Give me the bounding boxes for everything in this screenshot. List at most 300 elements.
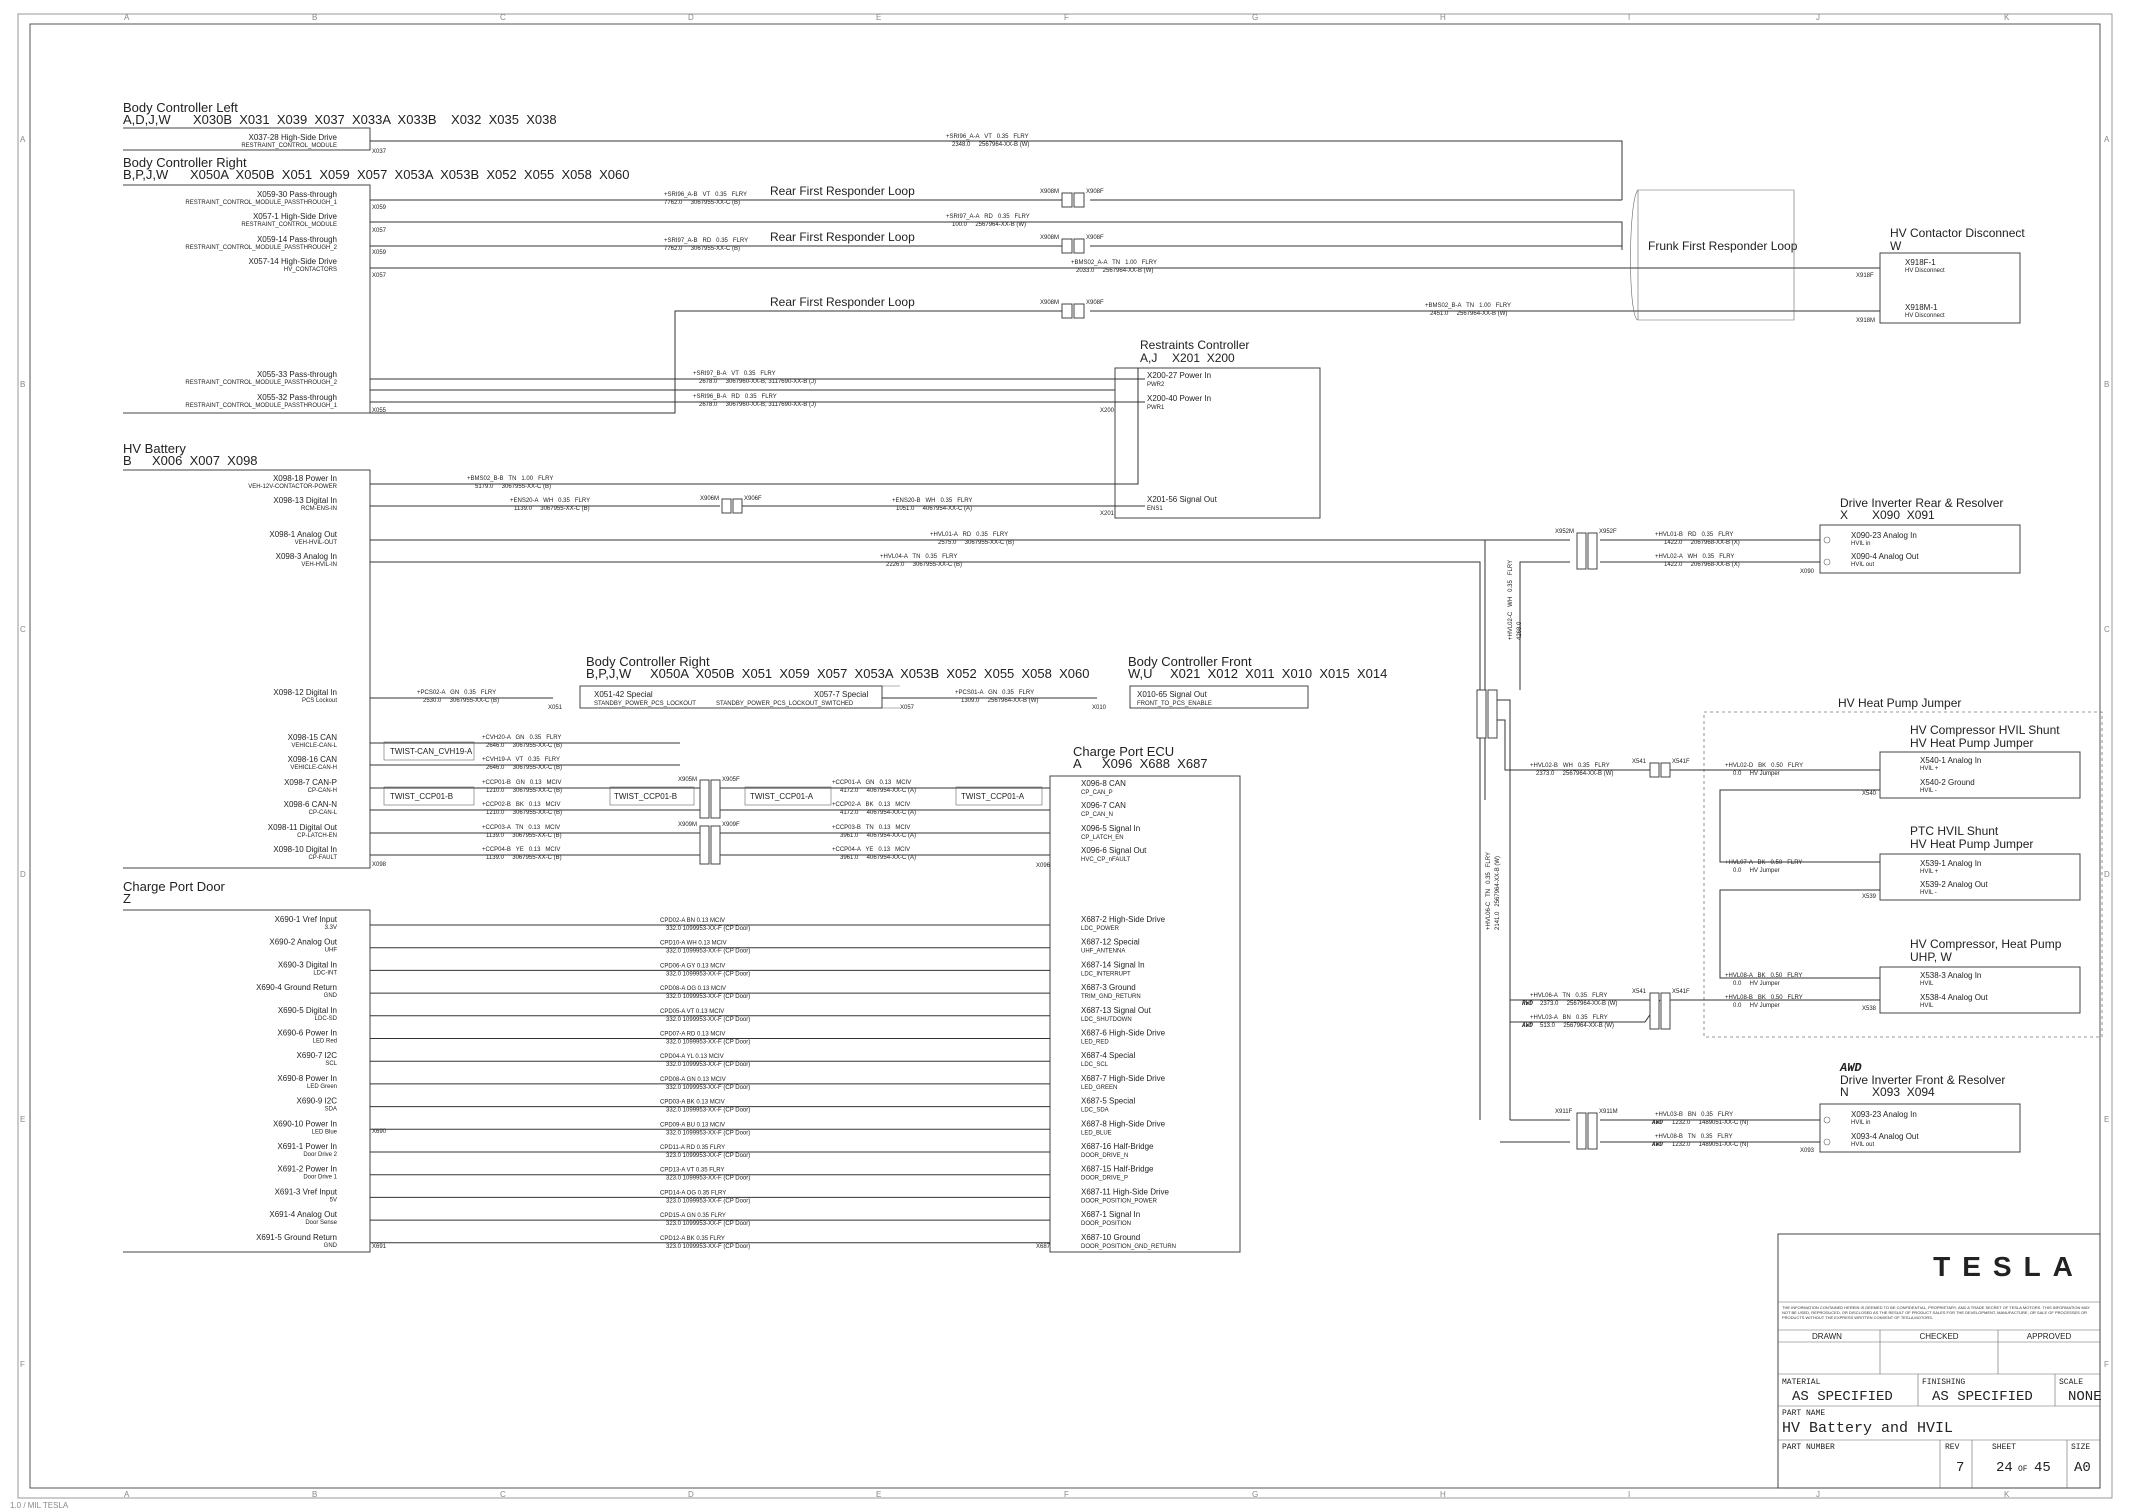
sheet-total: 45 (2034, 1460, 2051, 1476)
hv-contactor-conn: X918F (1856, 273, 1874, 279)
bcr-pin-name: X059-30 Pass-through (256, 190, 337, 199)
connector-label: X909M (678, 822, 698, 828)
connector-male (700, 780, 709, 818)
grid-row-label: C (20, 625, 26, 634)
wire-label: 0.0 HV Jumper (1733, 771, 1780, 777)
bcr-conn-label: X057 (372, 273, 387, 279)
hvb-pin-signal: PCS Lockout (301, 698, 337, 704)
cpe-signal: LDC_POWER (1081, 926, 1120, 932)
dif-title: Drive Inverter Front & Resolver (1840, 1073, 2006, 1087)
wire-label: 2348.0 2567964-XX-B (W) (952, 142, 1030, 148)
grid-col-label: B (312, 1490, 318, 1499)
bcr2-title: Body Controller Right (586, 654, 710, 669)
grid-col-label: D (688, 13, 694, 22)
twist-label: TWIST_CCP01-A (750, 792, 814, 801)
cpd-pin-signal: Door Drive 2 (303, 1152, 337, 1158)
wire-label: 323.0 1099953-XX-F (CP Door) (666, 1198, 751, 1205)
footer-label: 1.0 / MIL TESLA (10, 1501, 69, 1510)
cpd-variants: Z (123, 891, 131, 906)
grid-row-label: E (20, 1115, 26, 1124)
grid-col-label: F (1064, 13, 1069, 22)
connector-label: X909F (722, 822, 740, 828)
wire-label: 323.0 1099953-XX-F (CP Door) (666, 1175, 751, 1182)
hvb-pin-signal: RCM-ENS-IN (301, 506, 337, 512)
wire-label: +HVL01-A RD 0.35 FLRY (930, 532, 1009, 538)
cpd-pin-signal: 5V (329, 1197, 337, 1204)
size-value: A0 (2074, 1460, 2091, 1476)
connector-label: X952M (1555, 529, 1575, 535)
connector-label: X908M (1040, 300, 1060, 306)
size-label: SIZE (2071, 1443, 2091, 1452)
connector-female (1074, 193, 1084, 207)
hvb-pin-name: X098-7 CAN-P (284, 778, 337, 787)
hvb-pin-signal: VEH-HVIL-OUT (294, 540, 337, 546)
wire-label: +HVL08-A BK 0.50 FLRY (1725, 973, 1803, 979)
wire-label: 3961.0 4067954-XX-C (A) (840, 833, 917, 839)
wire-label: 1422.0 2067968-XX-B (X) (1664, 562, 1740, 568)
restraints-signal: PWR2 (1147, 382, 1165, 388)
hvb-variants: B (123, 453, 132, 468)
wire (370, 562, 1480, 1120)
wire-label: +HVL07-A BK 0.50 FLRY (1725, 860, 1803, 866)
cpd-pin-name: X690-1 Vref Input (274, 915, 337, 924)
hp-s1-sub: HV Heat Pump Jumper (1910, 736, 2034, 750)
hvb-conn-label: X098 (372, 862, 387, 868)
grid-col-label: B (312, 13, 318, 22)
cpd-pin-signal: Door Sense (305, 1220, 337, 1227)
cpd-pin-signal: GND (323, 1242, 337, 1249)
hp-s2-signal: HVIL + (1920, 869, 1939, 875)
title-block (1778, 1234, 2102, 1488)
material-label: MATERIAL (1782, 1378, 1821, 1387)
hv-contactor-title: HV Contactor Disconnect (1890, 226, 2025, 240)
hp-s1-signal: HVIL + (1920, 766, 1939, 772)
bcf-sig: FRONT_TO_PCS_ENABLE (1137, 701, 1212, 707)
wire-label: 3961.0 4067954-XX-C (A) (840, 855, 917, 861)
restraints-pin: X200-40 Power In (1147, 394, 1212, 403)
wire-label: 2033.0 2567964-XX-B (W) (1076, 268, 1154, 274)
scale-value: NONE (2068, 1389, 2102, 1405)
hvb-pin-signal: VEH-HVIL-IN (301, 562, 337, 568)
cpe-pin: X687-3 Ground (1081, 983, 1136, 993)
restraints-conn: X200 (1100, 408, 1115, 414)
wire-label: CPD12-A BK 0.35 FLRY (660, 1235, 725, 1242)
cpe-pin: X096-5 Signal In (1081, 824, 1141, 833)
restraints-signal: ENS1 (1147, 506, 1163, 512)
hvb-pin-signal: CP-CAN-H (307, 788, 337, 794)
cpd-pin-signal: UHF (324, 947, 337, 954)
hvb-pin-name: X098-3 Analog In (275, 552, 337, 561)
drawn-label: DRAWN (1812, 1332, 1842, 1341)
connector-female (733, 499, 742, 513)
hp-s2-signal: HVIL - (1920, 890, 1937, 896)
hvb-pin-name: X098-1 Analog Out (269, 530, 337, 539)
cpe-signal: LDC_SHUTDOWN (1081, 1016, 1132, 1023)
bcf-pin: X010-65 Signal Out (1137, 690, 1207, 699)
wire-label: 1232.0 1489051-XX-C (N) (1672, 1142, 1749, 1148)
connector-label: X541F (1672, 759, 1690, 765)
cpd-pin-signal: Door Drive 1 (303, 1174, 337, 1181)
cpe-signal: UHF_ANTENNA (1081, 948, 1126, 955)
wire-label: 0.0 HV Jumper (1733, 981, 1780, 987)
connector-male (1588, 1113, 1597, 1149)
wire-label: +HVL02-D BK 0.50 FLRY (1725, 763, 1804, 769)
bcr2-conn-a: X051 (548, 705, 563, 711)
hp-s3-conn: X538 (1862, 1006, 1877, 1012)
connector-label: X952F (1599, 529, 1617, 535)
hp-group-title: HV Heat Pump Jumper (1838, 696, 1962, 710)
wire-label: +BMS02_A-A TN 1.00 FLRY (1071, 260, 1157, 266)
cpe-variants: A (1073, 756, 1082, 771)
connector-label: X541 (1632, 989, 1647, 995)
grid-col-label: F (1064, 1490, 1069, 1499)
hvb-pin-name: X098-6 CAN-N (283, 800, 337, 809)
dif-box (1820, 1104, 2020, 1152)
cpe-signal: LED_GREEN (1081, 1084, 1118, 1091)
connector-male (1062, 239, 1072, 253)
wire-label: 332.0 1099953-XX-F (CP Door) (666, 1062, 751, 1069)
wire-label: +CCP03-B TN 0.13 MCIV (832, 825, 911, 831)
wire-label: CPD04-A YL 0.13 MCIV (660, 1054, 724, 1061)
wire-label: 0.0 HV Jumper (1733, 868, 1780, 874)
cpd-pin-name: X690-10 Power In (272, 1119, 337, 1129)
wire (1720, 890, 1880, 978)
connector-label: X906F (744, 496, 762, 502)
wire-label: 1422.0 2067968-XX-B (X) (1664, 540, 1740, 546)
grid-row-label: B (2104, 380, 2110, 389)
hvb-pin-name: X098-12 Digital In (273, 688, 337, 697)
grid-col-label: C (500, 1490, 506, 1499)
wire-label: 332.0 1099953-XX-F (CP Door) (666, 948, 751, 955)
hv-contactor-pin: X918M-1 (1905, 303, 1938, 312)
connector-female (1661, 763, 1670, 777)
cpd-pin-name: X690-5 Digital In (277, 1005, 337, 1015)
wire (370, 368, 1138, 484)
tesla-logo: TESLA (1933, 1251, 2085, 1282)
wire-label: 332.0 1099953-XX-F (CP Door) (666, 1107, 751, 1114)
connector-label: X911M (1599, 1109, 1618, 1115)
connector-label: X911F (1555, 1109, 1573, 1115)
wire-label: CPD14-A OG 0.35 FLRY (660, 1190, 727, 1197)
connector-male (722, 499, 731, 513)
hv-contactor-conn: X918M (1856, 318, 1876, 324)
connector-label: X906M (700, 496, 720, 502)
cpe-pin: X687-4 Special (1081, 1051, 1136, 1061)
grid-col-label: K (2004, 1490, 2010, 1499)
grid-row-label: F (2104, 1360, 2109, 1369)
cpd-pin-signal: LDC-INT (313, 970, 337, 977)
cpd-pin-signal: 3.3V (324, 925, 337, 931)
connector-male (700, 826, 709, 864)
restraints-pin: X200-27 Power In (1147, 371, 1212, 380)
wire-label: +CVH19-A VT 0.35 FLRY (482, 757, 560, 763)
grid-col-label: A (124, 1490, 130, 1499)
dir-box (1820, 525, 2020, 573)
connector-female (1074, 304, 1084, 318)
cpe-pin: X687-14 Signal In (1081, 960, 1145, 970)
hp-s1-pin: X540-1 Analog In (1920, 756, 1982, 765)
dir-pin: X090-23 Analog In (1851, 531, 1917, 540)
cpd-pin-signal: LED Red (312, 1038, 337, 1045)
cpd-pin-name: X691-3 Vref Input (274, 1187, 337, 1197)
grid-row-label: B (20, 380, 26, 389)
bcr-pin-signal: RESTRAINT_CONTROL_MODULE (241, 222, 337, 228)
restraints-connectors: X201 X200 (1172, 351, 1235, 365)
finishing-value: AS SPECIFIED (1932, 1389, 2033, 1405)
disclaimer-box (1782, 1305, 2096, 1329)
frunk-loop-title: Frunk First Responder Loop (1648, 239, 1798, 253)
wire-label: 332.0 1099953-XX-F (CP Door) (666, 926, 751, 932)
cpe-signal: DOOR_POSITION_GND_RETURN (1081, 1243, 1177, 1250)
wire-label: 0.0 HV Jumper (1733, 1003, 1780, 1009)
disclaimer-text: THE INFORMATION CONTAINED HEREIN IS DEEMED TO BE CONFIDENTIAL, PROPRIETARY, AND A TRADE SECRET OF TESLA MOTORS. THIS INFORMATION MAY NOT BE USED, REPRODUCED, OR DISCLOSED AS THE RESULT OF PRODUCT SALES FOR THE DEVELOPMENT, MANUFACTURE, OR SALE OF PROCESSES OR PRODUCTS WITHOUT THE EXPRESS WRITTEN CONSENT OF TESLA MOTORS. (1782, 1305, 2090, 1320)
rev-label: REV (1945, 1443, 1960, 1452)
bcl-title: Body Controller Left (123, 100, 238, 115)
cpe-signal: DOOR_POSITION (1081, 1221, 1132, 1228)
twist-label: TWIST_CCP01-B (614, 792, 678, 801)
wire-label: 332.0 1099953-XX-F (CP Door) (666, 971, 751, 978)
bcr-conn-label: X055 (372, 408, 387, 414)
hp-s3-title: HV Compressor, Heat Pump (1910, 937, 2062, 951)
wire-label: 323.0 1099953-XX-F (CP Door) (666, 1221, 751, 1228)
wire-label: +SRI96_A-B VT 0.35 FLRY (664, 192, 747, 198)
cpd-conn-b: X691 (372, 1244, 387, 1250)
grid-col-label: J (1816, 1490, 1820, 1499)
grid-col-label: H (1440, 1490, 1446, 1499)
rear-loop-label: Rear First Responder Loop (770, 230, 915, 244)
dir-conn: X090 (1800, 569, 1815, 575)
cpe-signal: CP_LATCH_EN (1081, 835, 1124, 841)
rear-loop-label: Rear First Responder Loop (770, 184, 915, 198)
cpd-pin-name: X690-4 Ground Return (256, 983, 337, 993)
bcr-pin-signal: RESTRAINT_CONTROL_MODULE_PASSTHROUGH_2 (185, 380, 337, 386)
hp-s1-title: HV Compressor HVIL Shunt (1910, 723, 2060, 737)
bcr-pin-signal: RESTRAINT_CONTROL_MODULE_PASSTHROUGH_2 (185, 245, 337, 251)
cpe-pin: X687-15 Half-Bridge (1081, 1164, 1154, 1174)
wire-label: +SRI96_A-A VT 0.35 FLRY (946, 134, 1029, 140)
connector-label: X541 (1632, 759, 1647, 765)
grid-col-label: G (1252, 1490, 1259, 1499)
wire-label: 2646.0 3067955-XX-C (B) (486, 765, 563, 771)
cpd-pin-name: X690-6 Power In (277, 1028, 337, 1038)
connector-label: X908F (1086, 189, 1104, 195)
grid-row-label: D (20, 870, 26, 879)
sheet-value: 24 (1996, 1460, 2013, 1476)
hvb-title: HV Battery (123, 441, 186, 456)
wire-label: +HVL06-A TN 0.35 FLRY (1530, 993, 1608, 999)
connector-label: X908F (1086, 300, 1104, 306)
twist-label: TWIST_CCP01-B (390, 792, 454, 801)
wire-label: +HVL04-A TN 0.35 FLRY (880, 554, 958, 560)
wire-label: CPD08-A OG 0.13 MCIV (660, 986, 727, 993)
wire-label: CPD07-A RD 0.13 MCIV (660, 1031, 726, 1038)
wire-label: CPD06-A GY 0.13 MCIV (660, 963, 726, 970)
wire-label: 323.0 1099953-XX-F (CP Door) (666, 1153, 751, 1159)
wire-label: +SRI96_B-A RD 0.35 FLRY (693, 394, 777, 400)
cpe-pin: X687-11 High-Side Drive (1081, 1187, 1169, 1197)
hvb-pin-signal: CP-LATCH-EN (297, 833, 337, 839)
wire-label: 2678.0 3067960-XX-B, 3117690-XX-B (J) (699, 402, 816, 408)
wire-label: +PCS01-A GN 0.35 FLRY (955, 690, 1035, 696)
cpe-pin: X687-10 Ground (1081, 1232, 1141, 1242)
cpe-pin: X687-2 High-Side Drive (1081, 915, 1166, 924)
approved-label: APPROVED (2026, 1332, 2072, 1341)
wire-label: 4172.0 4067954-XX-C (A) (840, 810, 917, 816)
wire-label: +ENS20-A WH 0.35 FLRY (510, 498, 591, 504)
wire-label: +HVL02-B WH 0.35 FLRY (1530, 763, 1610, 769)
part-number-label: PART NUMBER (1782, 1443, 1835, 1452)
grid-col-label: I (1628, 1490, 1631, 1499)
bcr2-variants: B,P,J,W (586, 666, 632, 681)
hp-s2-conn: X539 (1862, 894, 1877, 900)
material-value: AS SPECIFIED (1792, 1389, 1893, 1405)
dir-signal: HVIL out (1851, 562, 1875, 568)
bcf-variants: W,U (1128, 666, 1153, 681)
wire-label: 2373.0 2567964-XX-B (W) (1540, 1001, 1618, 1007)
bcr2-conn-b: X057 (900, 705, 915, 711)
bcr-pin-name: X055-33 Pass-through (256, 370, 337, 379)
cpd-pin-name: X690-8 Power In (277, 1073, 337, 1083)
connector-label: X908F (1086, 235, 1104, 241)
cpd-pin-signal: LDC-SD (314, 1015, 337, 1022)
inline-connectors-x908 (1040, 189, 1104, 318)
wire-label: +SRI97_B-A VT 0.35 FLRY (693, 371, 776, 377)
awd-badge: AWD (1652, 1141, 1663, 1148)
grid-row-label: A (2104, 135, 2110, 144)
cpd-title: Charge Port Door (123, 879, 225, 894)
connector-female (1577, 1113, 1586, 1149)
wire-label: 2646.0 3067955-XX-C (B) (486, 743, 563, 749)
wire-label: CPD02-A BN 0.13 MCIV (660, 918, 726, 924)
hvb-pin-name: X098-18 Power In (272, 474, 337, 483)
bcr-pin-name: X057-14 High-Side Drive (248, 257, 337, 266)
cpe-pin: X687-6 High-Side Drive (1081, 1028, 1166, 1038)
wire-label: +HVL02-A WH 0.35 FLRY (1655, 554, 1735, 560)
bcl-pin-name: X037-28 High-Side Drive (248, 133, 337, 142)
twist-label: TWIST-CAN_CVH19-A (390, 747, 473, 756)
cpe-signal: DOOR_DRIVE_N (1081, 1153, 1129, 1159)
cpd-pin-signal: GND (323, 993, 337, 1000)
bcl-pin-signal: RESTRAINT_CONTROL_MODULE (241, 143, 337, 149)
awd-badge: AWD (1652, 1119, 1663, 1126)
cpd-wires (370, 918, 1050, 1250)
cpd-conn-c: X687 (1036, 1244, 1051, 1250)
hvb-pin-signal: VEHICLE-CAN-H (290, 765, 337, 771)
wire-label: CPD13-A VT 0.35 FLRY (660, 1167, 725, 1174)
dif-awd-badge: AWD (1840, 1061, 1862, 1075)
wire-label: +SRI97_A-B RD 0.35 FLRY (664, 238, 749, 244)
wire-label: CPD05-A VT 0.13 MCIV (660, 1008, 725, 1015)
wire-label: CPD11-A RD 0.35 FLRY (660, 1145, 726, 1151)
wire-label: +ENS20-B WH 0.35 FLRY (892, 498, 973, 504)
sheet-label: SHEET (1992, 1443, 2017, 1452)
grid-col-label: H (1440, 13, 1446, 22)
hp-s3-signal: HVIL (1920, 981, 1934, 987)
cpe-signal: LDC_SDA (1081, 1107, 1109, 1114)
bcf-title: Body Controller Front (1128, 654, 1252, 669)
wire-label: 7762.0 3067955-XX-C (B) (664, 200, 741, 206)
wire-label: CPD15-A GN 0.35 FLRY (660, 1213, 726, 1220)
wire-label: 332.0 1099953-XX-F (CP Door) (666, 1130, 751, 1137)
wire-label: 332.0 1099953-XX-F (CP Door) (666, 1016, 751, 1023)
wire-label: CPD03-A BK 0.13 MCIV (660, 1099, 725, 1106)
cpd-pin-signal: SCL (325, 1061, 337, 1068)
hp-s2-pin: X539-1 Analog In (1920, 859, 1982, 868)
bcr-pin-name: X057-1 High-Side Drive (252, 212, 337, 221)
hvb-pin-name: X098-13 Digital In (273, 496, 337, 505)
grid-row-label: A (20, 135, 26, 144)
wire-label-vertical: 2141.0 2567964-XX-B (W) (1495, 855, 1501, 930)
cpd-pin-name: X690-9 I2C (296, 1096, 337, 1106)
hp-s1-conn: X540 (1862, 791, 1877, 797)
dif-pin: X093-4 Analog Out (1851, 1132, 1919, 1141)
bcr2-pin-a: X051-42 Special (594, 690, 653, 699)
cpe-title: Charge Port ECU (1073, 744, 1175, 759)
grid-col-label: I (1628, 13, 1631, 22)
restraints-box (1115, 368, 1320, 518)
restraints-variants: A,J (1140, 351, 1158, 365)
hv-contactor-signal: HV Disconnect (1905, 268, 1945, 274)
wire-label: 1051.0 4067954-XX-C (A) (896, 506, 973, 512)
wire-label: CPD10-A WH 0.13 MCIV (660, 940, 727, 947)
bcf-connectors: X021 X012 X011 X010 X015 X014 (1170, 666, 1388, 681)
connector-label: X541F (1672, 989, 1690, 995)
bcr-conn-label: X059 (372, 250, 387, 256)
wire-label: 332.0 1099953-XX-F (CP Door) (666, 1084, 751, 1091)
hp-s3-pin: X538-3 Analog In (1920, 971, 1982, 980)
wire-label: 1139.0 3067955-XX-C (B) (514, 506, 590, 512)
cpd-pin-signal: LED Blue (311, 1129, 337, 1136)
grid-col-label: D (688, 1490, 694, 1499)
hvb-pin-name: X098-10 Digital In (273, 845, 337, 854)
wire-label: +HVL03-B BN 0.35 FLRY (1655, 1112, 1734, 1118)
cpe-signal: CP_CAN_P (1081, 790, 1113, 796)
grid-row-label: C (2104, 625, 2110, 634)
wire-label: +CCP01-B GN 0.13 MCIV (482, 780, 562, 786)
awd-badge: AWD (1522, 1022, 1533, 1029)
wire-label: 2678.0 3067960-XX-B, 3117690-XX-B (J) (699, 379, 816, 385)
wire-label: 4172.0 4067954-XX-C (A) (840, 788, 917, 794)
hp-s2-pin: X539-2 Analog Out (1920, 880, 1988, 889)
bcr-conn-label: X057 (372, 228, 387, 234)
hvb-pin-signal: CP-FAULT (308, 855, 337, 861)
cpe-pin: X096-7 CAN (1081, 801, 1126, 810)
grid-col-label: C (500, 13, 506, 22)
grid-col-label: A (124, 13, 130, 22)
checked-label: CHECKED (1919, 1332, 1959, 1341)
dif-conn: X093 (1800, 1148, 1815, 1154)
cpe-signal: DOOR_POSITION_POWER (1081, 1198, 1158, 1205)
hp-s1-pin: X540-2 Ground (1920, 778, 1975, 787)
wire-label: +SRI97_A-A RD 0.35 FLRY (946, 214, 1030, 220)
connector-label: X905F (722, 777, 740, 783)
grid-col-label: J (1816, 13, 1820, 22)
wire-label: 2575.0 3067955-XX-C (B) (938, 540, 1015, 546)
restraints-title: Restraints Controller (1140, 338, 1250, 352)
wire-label: 1139.0 3067955-XX-C (B) (486, 855, 562, 861)
bcl-connectors: X030B X031 X039 X037 X033A X033B X032 X035 X038 (193, 112, 557, 127)
rwd-badge: RWD (1522, 1000, 1533, 1007)
bcl-conn-label: X037 (372, 149, 387, 155)
wire-label-vertical: +HVL02-C WH 0.35 FLRY (1508, 559, 1514, 640)
bcr-variants: B,P,J,W (123, 167, 169, 182)
dif-variants: N (1840, 1085, 1849, 1099)
restraints-signal: PWR1 (1147, 405, 1165, 411)
cpd-pin-name: X690-7 I2C (296, 1051, 337, 1061)
cpe-pin: X687-8 High-Side Drive (1081, 1119, 1166, 1129)
connector-label: X908M (1040, 189, 1060, 195)
wire-label: 1232.0 1489051-XX-C (N) (1672, 1120, 1749, 1126)
